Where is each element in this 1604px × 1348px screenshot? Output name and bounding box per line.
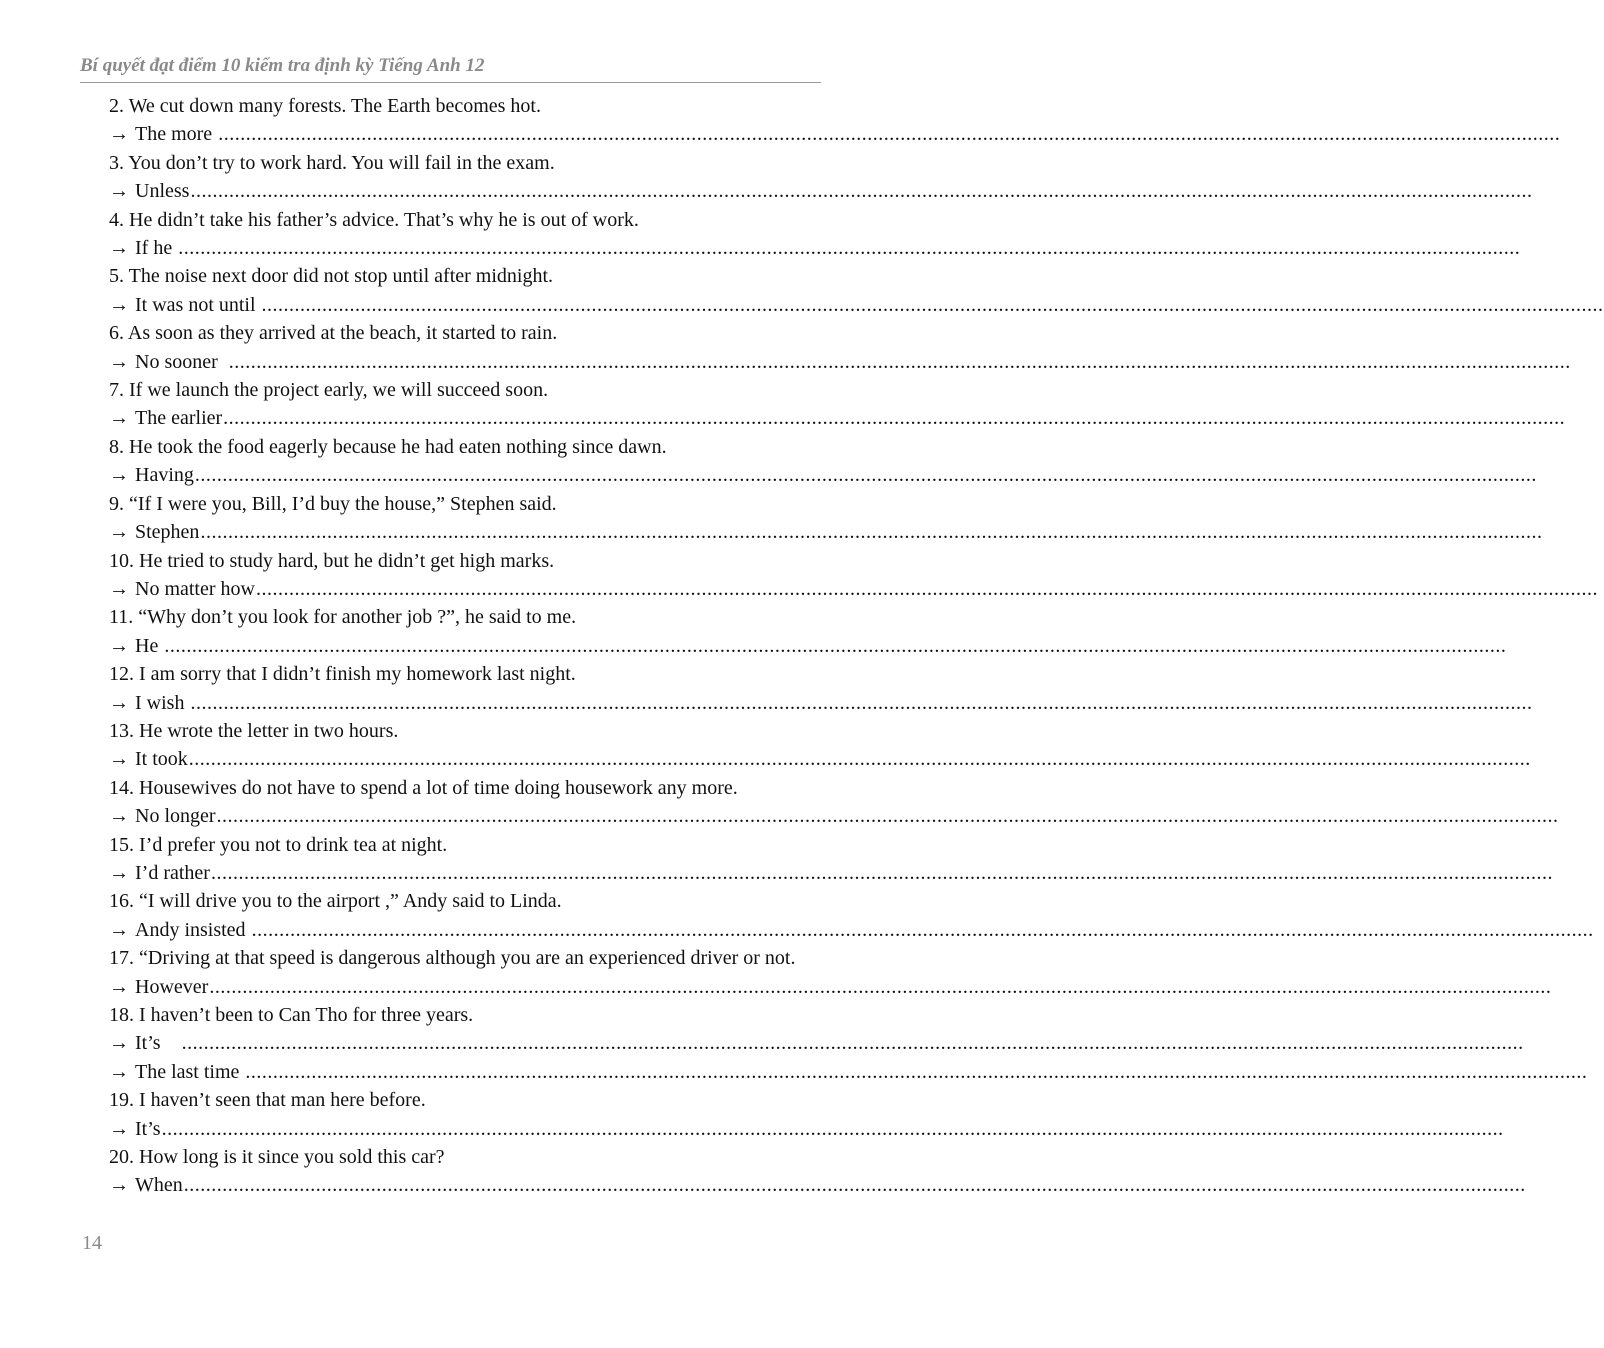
answer-prompt: When: [135, 1174, 183, 1197]
answer-blank[interactable]: ....................................................................................................................................................................................................................................................: [194, 464, 1537, 487]
answer-blank[interactable]: ....................................................................................................................................................................................................................................................: [188, 748, 1531, 771]
answer-line: [109, 1115, 1504, 1143]
answer-line: [109, 1029, 1524, 1057]
answer-blank[interactable]: ....................................................................................................................................................................................................................................................: [216, 805, 1559, 828]
answer-blank[interactable]: ....................................................................................................................................................................................................................................................: [190, 180, 1533, 203]
arrow-icon: →: [109, 918, 129, 941]
arrow-icon: →: [109, 1032, 129, 1055]
arrow-icon: →: [109, 748, 129, 771]
question-text: 15. I’d prefer you not to drink tea at night.: [109, 833, 448, 856]
question-text: 13. He wrote the letter in two hours.: [109, 719, 399, 742]
arrow-icon: →: [109, 237, 129, 260]
arrow-icon: →: [109, 521, 129, 544]
arrow-icon: →: [109, 180, 129, 203]
answer-line: [109, 802, 1559, 830]
exercise-list: [109, 92, 1604, 1200]
question-text: 18. I haven’t been to Can Tho for three years.: [109, 1004, 474, 1026]
answer-line: [109, 1171, 1526, 1199]
question-text: 20. How long is it since you sold this car?: [109, 1146, 445, 1169]
answer-prompt: Unless: [135, 180, 190, 203]
answer-prompt: He: [135, 634, 164, 657]
answer-line: [109, 461, 1537, 489]
answer-line: [109, 973, 1552, 1001]
arrow-icon: →: [109, 691, 129, 714]
arrow-icon: →: [109, 1117, 129, 1140]
answer-line: [109, 348, 1571, 376]
answer-blank[interactable]: ....................................................................................................................................................................................................................................................: [161, 1117, 1504, 1140]
question-text: 3. You don’t try to work hard. You will fail in the exam.: [109, 151, 555, 174]
arrow-icon: →: [109, 805, 129, 828]
arrow-icon: →: [109, 634, 129, 657]
answer-prompt: However: [135, 975, 209, 998]
answer-prompt: Having: [135, 464, 194, 487]
answer-blank[interactable]: ....................................................................................................................................................................................................................................................: [178, 237, 1521, 260]
question-text: 8. He took the food eagerly because he had eaten nothing since dawn.: [109, 435, 667, 458]
answer-prompt: No matter how: [135, 577, 255, 600]
answer-blank[interactable]: ....................................................................................................................................................................................................................................................: [228, 350, 1571, 373]
page-number: 14: [82, 1232, 102, 1254]
answer-prompt: It took: [135, 748, 188, 771]
answer-prompt: The more: [135, 123, 218, 146]
answer-prompt: Andy insisted: [135, 918, 251, 941]
answer-prompt: No sooner: [135, 350, 228, 373]
answer-blank[interactable]: ....................................................................................................................................................................................................................................................: [190, 691, 1533, 714]
answer-line: [109, 120, 1561, 148]
answer-prompt: The earlier: [135, 407, 223, 430]
question-text: 16. “I will drive you to the airport ,” Andy said to Linda.: [109, 890, 562, 913]
answer-line: [109, 518, 1543, 546]
question-text: 14. Housewives do not have to spend a lot of time doing housework any more.: [109, 776, 738, 799]
answer-line: [109, 291, 1604, 319]
arrow-icon: →: [109, 123, 129, 146]
answer-line: [109, 632, 1507, 660]
arrow-icon: →: [109, 861, 129, 884]
answer-line: [109, 1058, 1588, 1086]
arrow-icon: →: [109, 1060, 129, 1083]
answer-prompt: I’d rather: [135, 861, 210, 884]
answer-prompt: The last time: [135, 1060, 245, 1083]
answer-line: [109, 234, 1521, 262]
answer-line: [109, 745, 1531, 773]
arrow-icon: →: [109, 407, 129, 430]
question-text: 2. We cut down many forests. The Earth becomes hot.: [109, 95, 541, 117]
answer-blank[interactable]: ....................................................................................................................................................................................................................................................: [209, 975, 1552, 998]
answer-line: [109, 916, 1594, 944]
answer-line: [109, 575, 1598, 603]
arrow-icon: →: [109, 464, 129, 487]
running-header: Bí quyết đạt điểm 10 kiểm tra định kỳ Tiếng Anh 12: [80, 55, 485, 76]
answer-line: [109, 404, 1566, 432]
answer-blank[interactable]: ....................................................................................................................................................................................................................................................: [200, 521, 1543, 544]
answer-prompt: If he: [135, 237, 178, 260]
answer-prompt: I wish: [135, 691, 190, 714]
question-text: 10. He tried to study hard, but he didn’t get high marks.: [109, 549, 555, 572]
answer-blank[interactable]: ....................................................................................................................................................................................................................................................: [251, 918, 1594, 941]
question-text: 6. As soon as they arrived at the beach, it started to rain.: [109, 322, 558, 345]
answer-prompt: Stephen: [135, 521, 200, 544]
answer-blank[interactable]: ....................................................................................................................................................................................................................................................: [223, 407, 1566, 430]
arrow-icon: →: [109, 350, 129, 373]
arrow-icon: →: [109, 577, 129, 600]
question-text: 4. He didn’t take his father’s advice. That’s why he is out of work.: [109, 208, 639, 231]
answer-prompt: No longer: [135, 805, 216, 828]
question-text: 11. “Why don’t you look for another job ?”, he said to me.: [109, 606, 577, 629]
answer-line: [109, 177, 1533, 205]
answer-prompt: It was not until: [135, 293, 261, 316]
answer-blank[interactable]: ....................................................................................................................................................................................................................................................: [261, 293, 1604, 316]
arrow-icon: →: [109, 975, 129, 998]
question-text: 19. I haven’t seen that man here before.: [109, 1089, 426, 1112]
answer-prompt: It’s: [135, 1032, 181, 1055]
answer-blank[interactable]: ....................................................................................................................................................................................................................................................: [164, 634, 1507, 657]
answer-prompt: It’s: [135, 1117, 161, 1140]
question-text: 12. I am sorry that I didn’t finish my homework last night.: [109, 663, 576, 686]
answer-blank[interactable]: ....................................................................................................................................................................................................................................................: [210, 861, 1553, 884]
answer-blank[interactable]: ....................................................................................................................................................................................................................................................: [245, 1060, 1588, 1083]
answer-line: [109, 689, 1533, 717]
question-text: 5. The noise next door did not stop until after midnight.: [109, 265, 554, 288]
question-text: 7. If we launch the project early, we will succeed soon.: [109, 379, 549, 402]
arrow-icon: →: [109, 293, 129, 316]
answer-blank[interactable]: ....................................................................................................................................................................................................................................................: [255, 577, 1598, 600]
answer-blank[interactable]: ....................................................................................................................................................................................................................................................: [218, 123, 1561, 146]
answer-line: [109, 859, 1553, 887]
question-text: 9. “If I were you, Bill, I’d buy the house,” Stephen said.: [109, 492, 557, 515]
answer-blank[interactable]: ....................................................................................................................................................................................................................................................: [181, 1032, 1524, 1055]
answer-blank[interactable]: ....................................................................................................................................................................................................................................................: [183, 1174, 1526, 1197]
arrow-icon: →: [109, 1174, 129, 1197]
question-text: 17. “Driving at that speed is dangerous although you are an experienced driver or not.: [109, 947, 796, 970]
header-rule: [80, 82, 821, 83]
